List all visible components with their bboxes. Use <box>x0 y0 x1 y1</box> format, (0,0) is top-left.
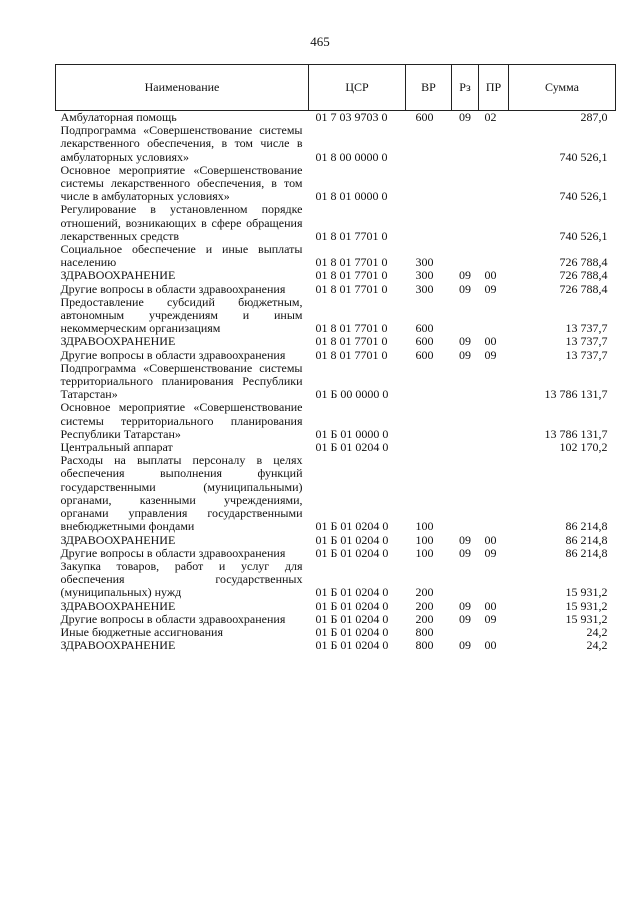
row-csr: 01 8 01 7701 0 <box>315 347 388 362</box>
row-sum: 13 737,7 <box>565 321 608 336</box>
row-pr <box>479 203 509 243</box>
row-vr: 300 <box>415 255 434 270</box>
budget-table-container <box>55 64 615 652</box>
row-name: Основное мероприятие «Совершенствование системы лекарственного обеспечения, в том числе в амбулаторных условиях» <box>60 162 303 204</box>
row-csr: 01 Б 00 0000 0 <box>315 387 389 402</box>
row-pr <box>479 362 509 402</box>
row-name: Расходы на выплаты персоналу в целях обеспечения выполнения функций государственными (муниципальными) органами, казенными учреждениями, органами управления государственными внебюджетными фондами <box>60 453 303 534</box>
row-csr: 01 Б 01 0000 0 <box>315 426 389 441</box>
table-row <box>56 243 616 269</box>
row-name: Предоставление субсидий бюджетным, автономным учреждениям и иным некоммерческим организациям <box>60 294 303 336</box>
row-csr: 01 Б 01 0204 0 <box>315 585 389 600</box>
row-csr: 01 Б 01 0204 0 <box>315 598 389 613</box>
table-row <box>56 296 616 336</box>
row-csr: 01 8 01 7701 0 <box>315 321 388 336</box>
row-rz <box>452 296 479 336</box>
row-csr: 01 8 00 0000 0 <box>315 149 388 164</box>
row-pr: 02 <box>484 110 497 124</box>
row-rz <box>452 441 479 454</box>
row-vr <box>406 124 452 164</box>
header-rz: Рз <box>452 65 479 111</box>
row-csr: 01 8 01 7701 0 <box>315 255 388 270</box>
row-sum: 13 737,7 <box>565 347 608 362</box>
row-vr: 200 <box>415 585 434 600</box>
row-csr: 01 Б 01 0204 0 <box>315 638 389 653</box>
table-header <box>56 65 616 111</box>
row-vr <box>406 401 452 441</box>
table-body <box>56 111 616 653</box>
table-row <box>56 600 616 613</box>
row-sum: 13 786 131,7 <box>544 426 608 441</box>
table-row <box>56 401 616 441</box>
row-sum: 13 786 131,7 <box>544 387 608 402</box>
row-name: ЗДРАВООХРАНЕНИЕ <box>60 334 176 349</box>
header-sum: Сумма <box>509 65 616 111</box>
table-row <box>56 203 616 243</box>
row-rz <box>452 362 479 402</box>
row-rz: 09 <box>459 334 471 349</box>
table-row <box>56 283 616 296</box>
row-pr: 00 <box>484 598 497 613</box>
row-vr: 600 <box>415 321 434 336</box>
row-sum: 726 788,4 <box>559 268 608 283</box>
row-name: Другие вопросы в области здравоохранения <box>60 611 286 626</box>
row-pr <box>479 441 509 454</box>
row-sum: 86 214,8 <box>565 519 608 534</box>
row-csr: 01 Б 01 0204 0 <box>315 624 389 639</box>
row-sum: 740 526,1 <box>559 149 608 164</box>
row-sum: 24,2 <box>586 624 608 639</box>
row-name: ЗДРАВООХРАНЕНИЕ <box>60 598 176 613</box>
row-name: Закупка товаров, работ и услуг для обеспечения государственных (муниципальных) нужд <box>60 558 303 600</box>
row-sum: 24,2 <box>586 638 608 653</box>
table-row <box>56 454 616 533</box>
row-sum: 86 214,8 <box>565 532 608 547</box>
row-pr: 00 <box>484 268 497 283</box>
row-pr: 00 <box>484 532 497 547</box>
table-row <box>56 534 616 547</box>
row-vr: 300 <box>415 281 434 296</box>
budget-table <box>55 64 616 652</box>
header-pr: ПР <box>479 65 509 111</box>
table-row <box>56 349 616 362</box>
row-vr: 200 <box>415 611 434 626</box>
row-rz <box>452 454 479 533</box>
row-pr <box>479 243 509 269</box>
row-pr <box>479 124 509 164</box>
row-vr: 600 <box>415 110 434 124</box>
row-name: ЗДРАВООХРАНЕНИЕ <box>60 268 176 283</box>
row-name: ЗДРАВООХРАНЕНИЕ <box>60 638 176 653</box>
row-vr: 300 <box>415 268 434 283</box>
row-name: Основное мероприятие «Совершенствование системы территориального планирования Республики Татарстан» <box>60 400 303 441</box>
table-row <box>56 560 616 600</box>
table-row <box>56 362 616 402</box>
row-pr <box>479 296 509 336</box>
row-sum: 740 526,1 <box>559 189 608 204</box>
row-vr: 600 <box>415 334 434 349</box>
row-pr: 09 <box>484 281 497 296</box>
row-name: Другие вопросы в области здравоохранения <box>60 281 286 296</box>
row-rz <box>452 560 479 600</box>
row-rz: 09 <box>459 638 471 653</box>
row-name: Иные бюджетные ассигнования <box>60 624 223 639</box>
row-sum: 287,0 <box>580 110 608 124</box>
row-name: Другие вопросы в области здравоохранения <box>60 545 286 560</box>
row-csr: 01 Б 01 0204 0 <box>315 519 389 534</box>
row-rz <box>452 164 479 204</box>
row-rz: 09 <box>459 611 471 626</box>
row-rz: 09 <box>459 347 471 362</box>
row-vr: 100 <box>415 545 434 560</box>
table-row <box>56 547 616 560</box>
row-name: ЗДРАВООХРАНЕНИЕ <box>60 532 176 547</box>
row-name: Амбулаторная помощь <box>60 110 177 124</box>
row-vr: 100 <box>415 532 434 547</box>
row-csr: 01 8 01 7701 0 <box>315 334 388 349</box>
header-row <box>56 65 616 111</box>
page-number: 465 <box>310 34 330 49</box>
row-pr: 09 <box>484 347 497 362</box>
row-rz: 09 <box>459 532 471 547</box>
header-csr: ЦСР <box>309 65 406 111</box>
table-row <box>56 111 616 125</box>
row-pr <box>479 454 509 533</box>
row-sum: 726 788,4 <box>559 281 608 296</box>
header-vr: ВР <box>406 65 452 111</box>
table-row <box>56 164 616 204</box>
row-sum: 86 214,8 <box>565 545 608 560</box>
row-rz: 09 <box>459 110 471 124</box>
row-sum: 102 170,2 <box>559 440 608 455</box>
row-pr <box>479 401 509 441</box>
row-vr <box>406 164 452 204</box>
row-csr: 01 7 03 9703 0 <box>315 110 388 124</box>
table-row <box>56 639 616 652</box>
row-pr <box>479 164 509 204</box>
row-csr: 01 Б 01 0204 0 <box>315 532 389 547</box>
row-pr <box>479 560 509 600</box>
row-csr: 01 8 01 0000 0 <box>315 189 388 204</box>
row-name: Социальное обеспечение и иные выплаты населению <box>60 242 303 270</box>
row-csr: 01 Б 01 0204 0 <box>315 611 389 626</box>
row-csr: 01 8 01 7701 0 <box>315 268 388 283</box>
row-name: Подпрограмма «Совершенствование системы лекарственного обеспечения, в том числе в амбулаторных условиях» <box>60 123 303 164</box>
row-csr: 01 8 01 7701 0 <box>315 281 388 296</box>
row-vr: 800 <box>415 638 434 653</box>
row-rz: 09 <box>459 545 471 560</box>
table-row <box>56 124 616 164</box>
row-sum: 15 931,2 <box>565 585 608 600</box>
row-csr: 01 8 01 7701 0 <box>315 228 388 243</box>
row-name: Регулирование в установленном порядке отношений, возникающих в сфере обращения лекарственных средств <box>60 202 303 243</box>
row-pr: 09 <box>484 545 497 560</box>
row-rz: 09 <box>459 281 471 296</box>
row-vr: 200 <box>415 598 434 613</box>
row-vr: 800 <box>415 624 434 639</box>
row-rz: 09 <box>459 268 471 283</box>
row-rz: 09 <box>459 598 471 613</box>
row-vr <box>406 203 452 243</box>
row-sum: 15 931,2 <box>565 611 608 626</box>
row-vr <box>406 362 452 402</box>
row-csr: 01 Б 01 0204 0 <box>315 545 389 560</box>
row-rz <box>452 203 479 243</box>
row-name: Другие вопросы в области здравоохранения <box>60 347 286 362</box>
row-rz <box>452 401 479 441</box>
header-name: Наименование <box>56 65 309 111</box>
row-pr: 00 <box>484 638 497 653</box>
row-csr: 01 Б 01 0204 0 <box>315 440 389 455</box>
table-row <box>56 269 616 282</box>
row-name: Подпрограмма «Совершенствование системы территориального планирования Республики Татарстан» <box>60 360 303 402</box>
row-sum: 13 737,7 <box>565 334 608 349</box>
row-pr: 09 <box>484 611 497 626</box>
row-sum: 726 788,4 <box>559 255 608 270</box>
row-rz <box>452 124 479 164</box>
table-row <box>56 613 616 626</box>
row-rz <box>452 243 479 269</box>
table-row <box>56 335 616 348</box>
row-sum: 740 526,1 <box>559 228 608 243</box>
row-name: Центральный аппарат <box>60 440 173 455</box>
row-pr: 00 <box>484 334 497 349</box>
row-vr: 600 <box>415 347 434 362</box>
row-vr: 100 <box>415 519 434 534</box>
row-sum: 15 931,2 <box>565 598 608 613</box>
row-vr <box>406 441 452 454</box>
